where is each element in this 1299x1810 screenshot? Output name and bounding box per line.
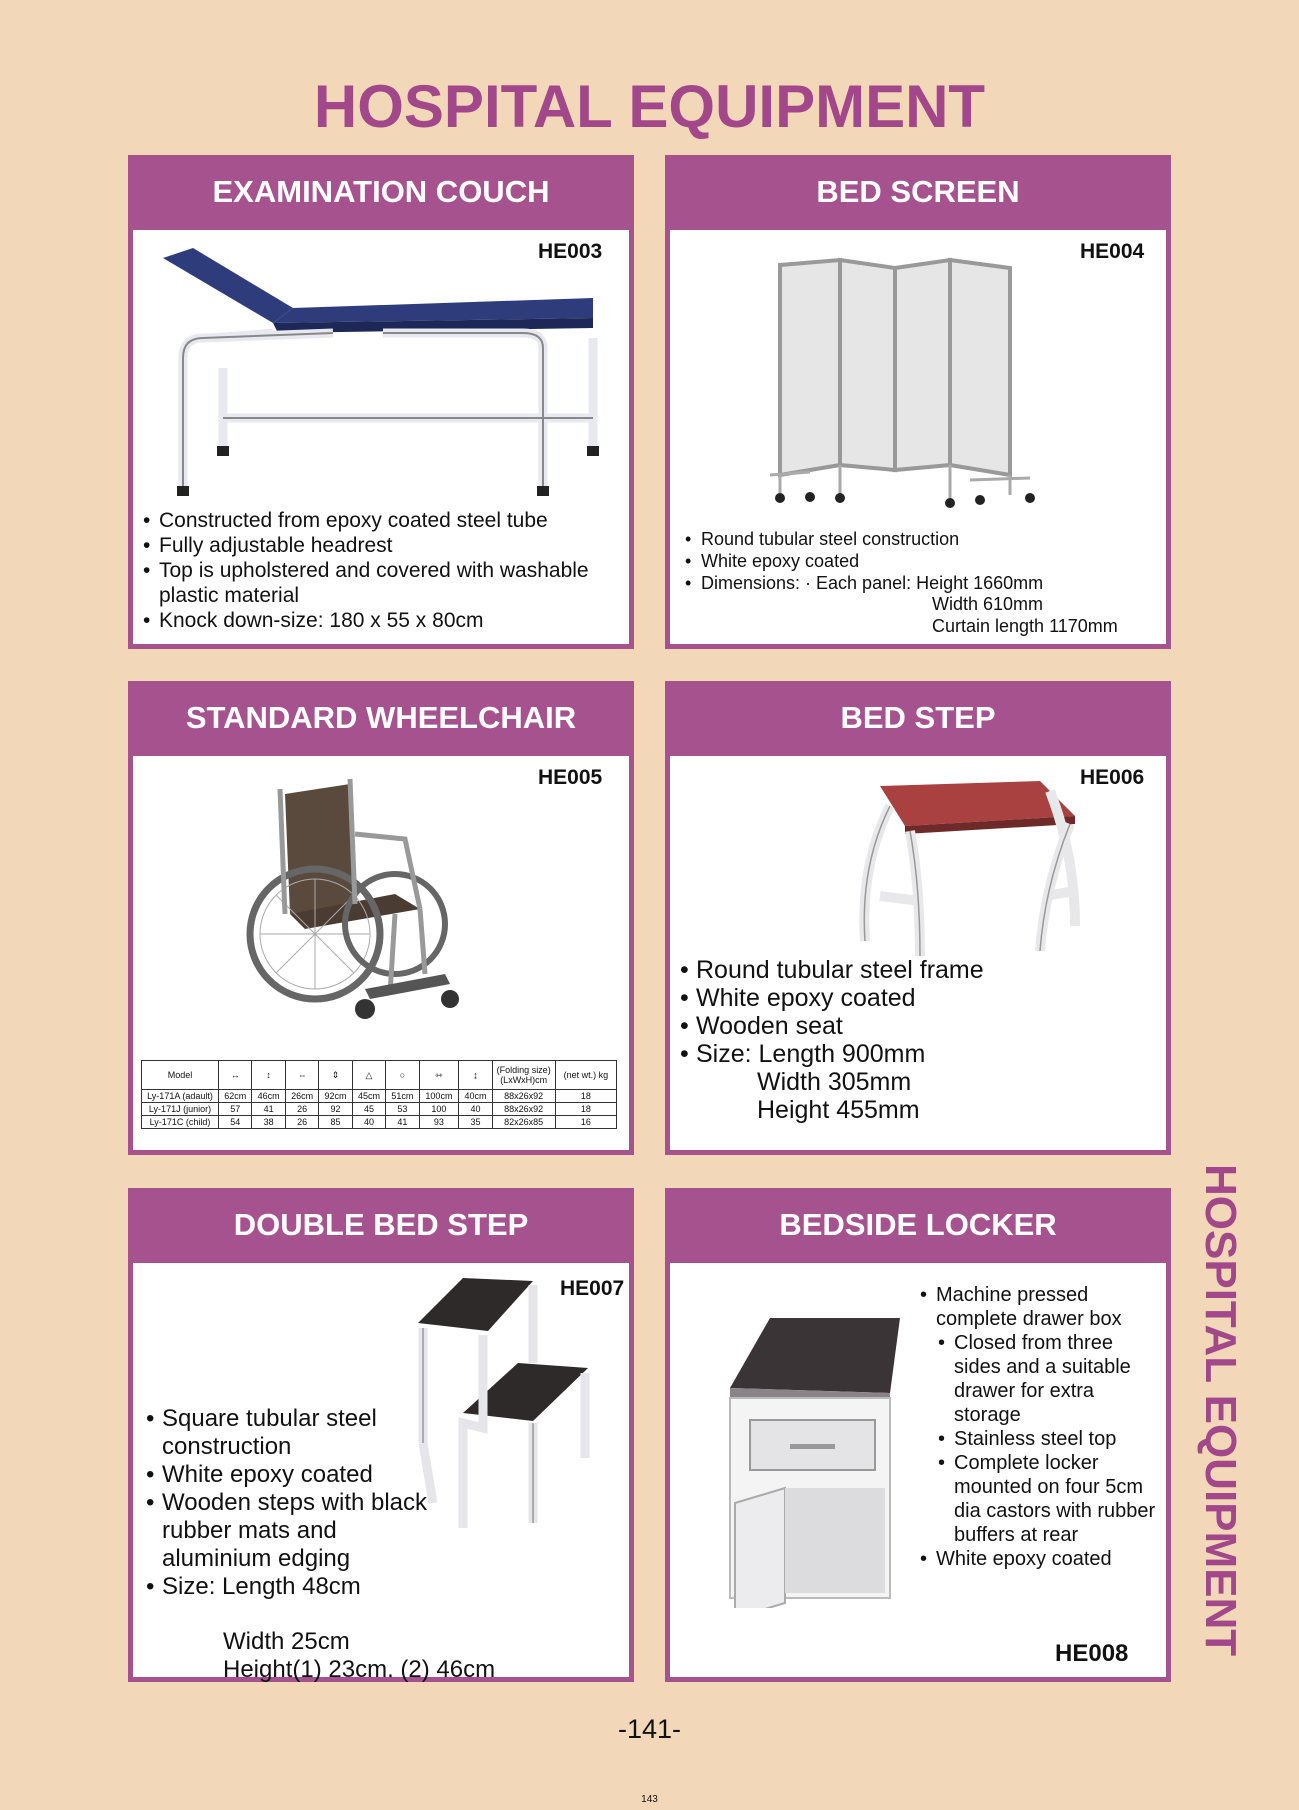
table-header: (Folding size) (LxWxH)cm bbox=[492, 1061, 555, 1090]
table-cell: 88x26x92 bbox=[492, 1103, 555, 1116]
dimension-line: Curtain length 1170mm bbox=[932, 616, 1118, 636]
card-title: DOUBLE BED STEP bbox=[233, 1207, 529, 1242]
table-cell: 38 bbox=[252, 1116, 285, 1129]
card-body bbox=[133, 1263, 629, 1683]
table-cell: 41 bbox=[386, 1116, 419, 1129]
table-cell: 45cm bbox=[352, 1090, 385, 1103]
bedside-locker-image bbox=[715, 1308, 915, 1608]
table-cell: 53 bbox=[386, 1103, 419, 1116]
table-header: (net wt.) kg bbox=[555, 1061, 616, 1090]
footer-number: 143 bbox=[641, 1794, 658, 1805]
table-cell: 92 bbox=[319, 1103, 352, 1116]
table-cell: 46cm bbox=[252, 1090, 285, 1103]
table-cell: 92cm bbox=[319, 1090, 352, 1103]
bed-screen-image bbox=[770, 250, 1060, 520]
feature-item: • White epoxy coated bbox=[920, 1547, 1165, 1571]
feature-item: • Top is upholstered and covered with washable plastic material bbox=[143, 558, 633, 608]
card-body bbox=[670, 756, 1166, 1150]
feature-item: • Stainless steel top bbox=[938, 1427, 1165, 1451]
size-line: Height(1) 23cm. (2) 46cm bbox=[223, 1656, 496, 1683]
table-header: Model bbox=[142, 1061, 219, 1090]
table-cell: 40 bbox=[459, 1103, 492, 1116]
table-cell: 26 bbox=[285, 1116, 318, 1129]
wheelchair-image bbox=[245, 764, 475, 1034]
card-body bbox=[670, 1263, 1166, 1677]
feature-item: • Fully adjustable headrest bbox=[143, 533, 633, 558]
table-header-icon: ⇔ bbox=[285, 1061, 318, 1090]
table-cell: Ly-171C (child) bbox=[142, 1116, 219, 1129]
feature-item: • Size: Length 48cm bbox=[146, 1573, 446, 1601]
table-cell: 45 bbox=[352, 1103, 385, 1116]
feature-item: • Dimensions: · Each panel: Height 1660mm bbox=[685, 572, 1155, 594]
page-number: -141- bbox=[617, 1714, 682, 1744]
card-body bbox=[133, 230, 629, 644]
card-title: BED STEP bbox=[840, 700, 996, 735]
table-cell: 54 bbox=[219, 1116, 252, 1129]
table-header-icon: ↕ bbox=[252, 1061, 285, 1090]
examination-couch-image bbox=[153, 238, 603, 503]
table-header-icon: ⇿ bbox=[419, 1061, 459, 1090]
card-body bbox=[670, 230, 1166, 644]
feature-item: • Knock down-size: 180 x 55 x 80cm bbox=[143, 608, 633, 633]
card-title: BED SCREEN bbox=[816, 174, 1020, 209]
dimension-line: Width 610mm bbox=[932, 594, 1044, 614]
feature-item: • Machine pressed complete drawer box bbox=[920, 1283, 1165, 1331]
product-code: HE007 bbox=[560, 1277, 625, 1300]
table-header-icon: ↨ bbox=[459, 1061, 492, 1090]
product-code: HE008 bbox=[1055, 1640, 1129, 1667]
feature-item: • Constructed from epoxy coated steel tube bbox=[143, 508, 633, 533]
card-title: EXAMINATION COUCH bbox=[212, 174, 550, 209]
feature-list bbox=[685, 528, 1155, 594]
table-cell: 88x26x92 bbox=[492, 1090, 555, 1103]
feature-list bbox=[143, 508, 633, 633]
product-code: HE003 bbox=[538, 240, 603, 263]
feature-item: • Square tubular steel construction bbox=[146, 1405, 446, 1461]
size-line: Width 305mm bbox=[757, 1068, 912, 1096]
feature-item: • Size: Length 900mm bbox=[680, 1040, 1150, 1068]
size-line: Width 25cm bbox=[223, 1628, 350, 1655]
table-header-icon: ↔ bbox=[219, 1061, 252, 1090]
table-cell: Ly-171A (adault) bbox=[142, 1090, 219, 1103]
feature-item: • Round tubular steel construction bbox=[685, 528, 1155, 550]
table-cell: 18 bbox=[555, 1103, 616, 1116]
side-title: HOSPITAL EQUIPMENT bbox=[1196, 1163, 1245, 1657]
bed-step-image bbox=[850, 776, 1100, 976]
table-cell: 85 bbox=[319, 1116, 352, 1129]
product-code: HE005 bbox=[538, 766, 603, 789]
table-cell: 51cm bbox=[386, 1090, 419, 1103]
table-cell: 40cm bbox=[459, 1090, 492, 1103]
table-row bbox=[142, 1090, 617, 1103]
page-title: HOSPITAL EQUIPMENT bbox=[313, 73, 986, 140]
feature-item: • Round tubular steel frame bbox=[680, 956, 1150, 984]
table-cell: 82x26x85 bbox=[492, 1116, 555, 1129]
card-title: STANDARD WHEELCHAIR bbox=[185, 700, 577, 735]
table-cell: 35 bbox=[459, 1116, 492, 1129]
table-cell: 100cm bbox=[419, 1090, 459, 1103]
table-cell: 100 bbox=[419, 1103, 459, 1116]
table-cell: 40 bbox=[352, 1116, 385, 1129]
table-cell: 26cm bbox=[285, 1090, 318, 1103]
table-cell: 16 bbox=[555, 1116, 616, 1129]
feature-list bbox=[146, 1405, 446, 1601]
table-header-icon: △ bbox=[352, 1061, 385, 1090]
product-code: HE004 bbox=[1080, 240, 1145, 263]
wheelchair-spec-table bbox=[141, 1060, 617, 1129]
feature-item: • Wooden seat bbox=[680, 1012, 1150, 1040]
feature-item: • Complete locker mounted on four 5cm dia castors with rubber buffers at rear bbox=[938, 1451, 1165, 1547]
table-cell: 41 bbox=[252, 1103, 285, 1116]
table-cell: 26 bbox=[285, 1103, 318, 1116]
card-bed-step bbox=[665, 681, 1171, 1155]
table-cell: 57 bbox=[219, 1103, 252, 1116]
table-cell: Ly-171J (junior) bbox=[142, 1103, 219, 1116]
card-double-bed-step bbox=[128, 1188, 634, 1682]
table-header-row bbox=[142, 1061, 617, 1090]
card-bedside-locker bbox=[665, 1188, 1171, 1682]
feature-item: • Wooden steps with black rubber mats and aluminium edging bbox=[146, 1489, 446, 1573]
feature-item: • White epoxy coated bbox=[680, 984, 1150, 1012]
feature-item: • Closed from three sides and a suitable drawer for extra storage bbox=[938, 1331, 1165, 1427]
table-cell: 62cm bbox=[219, 1090, 252, 1103]
table-header-icon: ⇕ bbox=[319, 1061, 352, 1090]
product-code: HE006 bbox=[1080, 766, 1145, 789]
card-title: BEDSIDE LOCKER bbox=[779, 1207, 1057, 1242]
table-row bbox=[142, 1103, 617, 1116]
card-bed-screen bbox=[665, 155, 1171, 649]
table-row bbox=[142, 1116, 617, 1129]
card-body bbox=[133, 756, 629, 1150]
table-header-icon: ○ bbox=[386, 1061, 419, 1090]
card-examination-couch bbox=[128, 155, 634, 649]
feature-item: • White epoxy coated bbox=[146, 1461, 446, 1489]
feature-list bbox=[680, 956, 1150, 1068]
size-line: Height 455mm bbox=[757, 1096, 920, 1124]
feature-item: • White epoxy coated bbox=[685, 550, 1155, 572]
feature-list bbox=[920, 1283, 1165, 1571]
card-standard-wheelchair bbox=[128, 681, 634, 1155]
table-cell: 18 bbox=[555, 1090, 616, 1103]
table-cell: 93 bbox=[419, 1116, 459, 1129]
